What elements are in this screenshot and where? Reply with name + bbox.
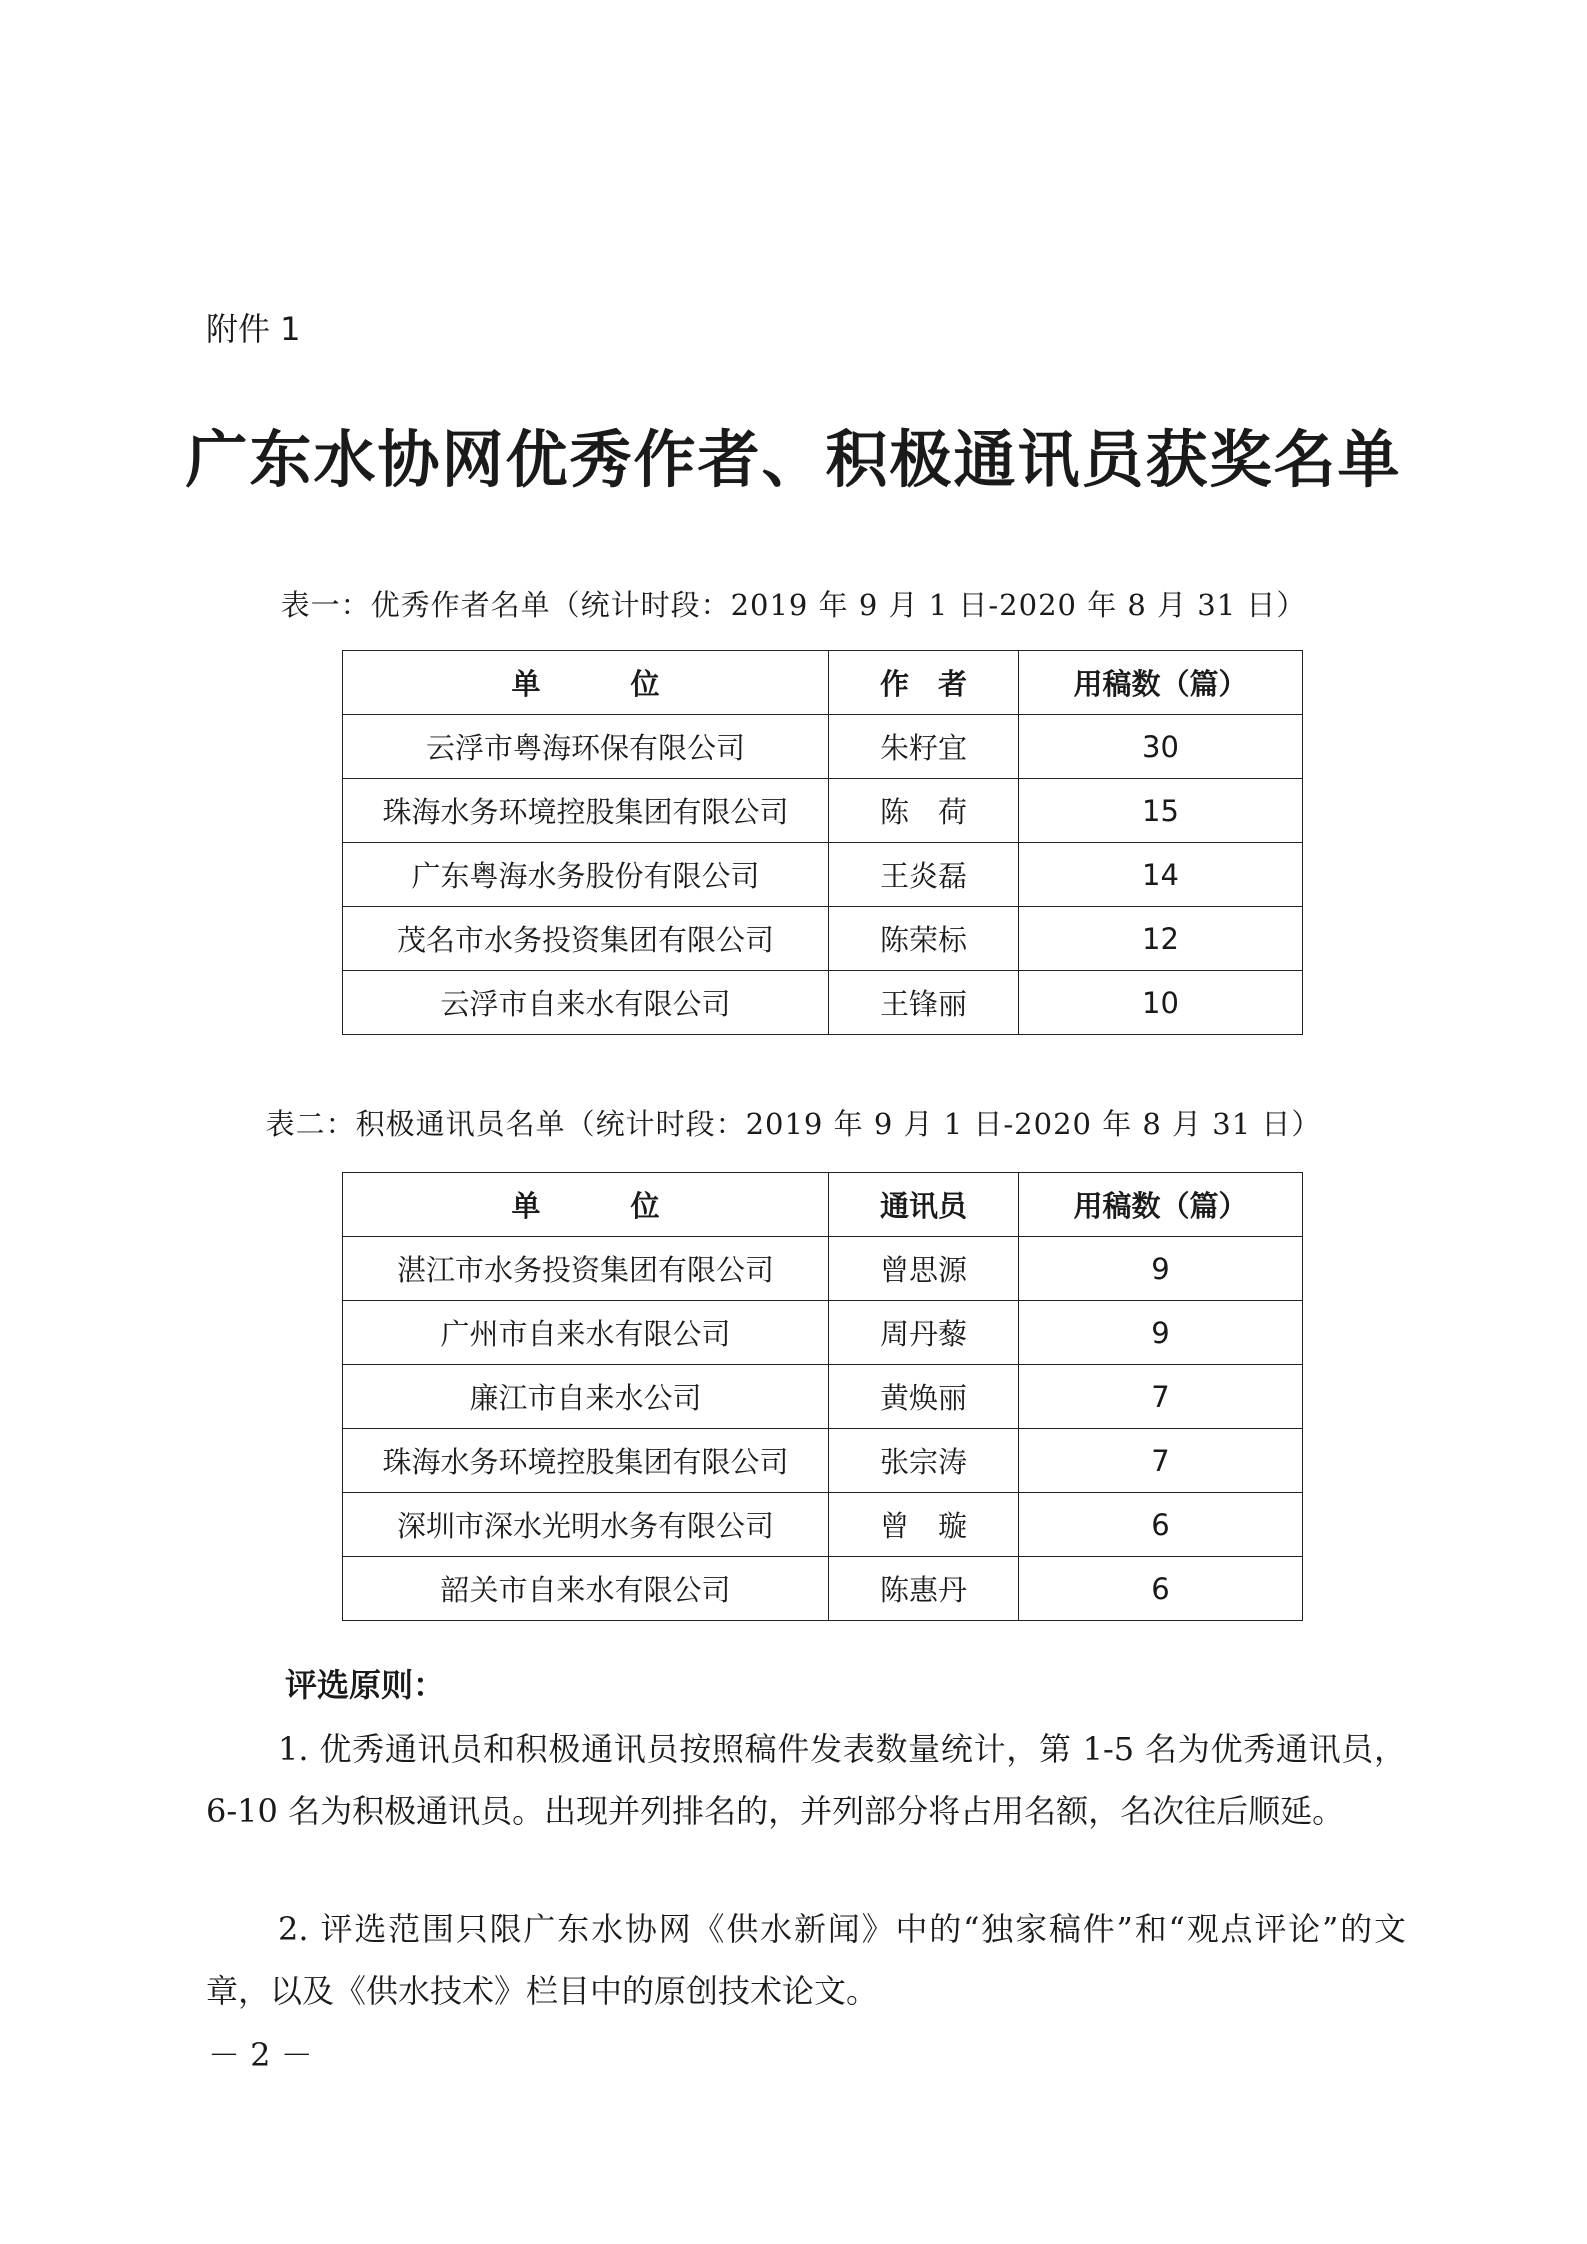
cell-correspondent: 曾思源 [829, 1237, 1019, 1301]
table-row [343, 1493, 1303, 1557]
table-header-row [343, 651, 1303, 715]
cell-unit: 云浮市自来水有限公司 [343, 971, 829, 1035]
outstanding-authors-table [342, 650, 1303, 1035]
cell-count: 6 [1019, 1493, 1303, 1557]
cell-count: 9 [1019, 1301, 1303, 1365]
cell-count: 30 [1019, 715, 1303, 779]
table-header-row [343, 1173, 1303, 1237]
cell-unit: 广东粤海水务股份有限公司 [343, 843, 829, 907]
cell-unit: 广州市自来水有限公司 [343, 1301, 829, 1365]
table-row [343, 907, 1303, 971]
principles-heading: 评选原则： [285, 1666, 446, 1704]
table-row [343, 1429, 1303, 1493]
header-unit-left: 单 [511, 667, 541, 701]
cell-correspondent: 黄焕丽 [829, 1365, 1019, 1429]
header-unit-right: 位 [630, 1189, 660, 1223]
cell-count: 7 [1019, 1429, 1303, 1493]
header-count: 用稿数（篇） [1019, 651, 1303, 715]
table-row [343, 715, 1303, 779]
table-row [343, 1365, 1303, 1429]
cell-count: 6 [1019, 1557, 1303, 1621]
cell-author: 王炎磊 [829, 843, 1019, 907]
table-row [343, 971, 1303, 1035]
header-unit-right: 位 [630, 667, 660, 701]
header-count: 用稿数（篇） [1019, 1173, 1303, 1237]
table-row [343, 1237, 1303, 1301]
document-title: 广东水协网优秀作者、积极通讯员获奖名单 [185, 423, 1402, 496]
table-row [343, 843, 1303, 907]
attachment-label: 附件 1 [206, 310, 301, 348]
cell-correspondent: 周丹藜 [829, 1301, 1019, 1365]
principle-item-2: 2. 评选范围只限广东水协网《供水新闻》中的“独家稿件”和“观点评论”的文章，以及《供水技术》栏目中的原创技术论文。 [206, 1910, 1406, 2010]
cell-unit: 廉江市自来水公司 [343, 1365, 829, 1429]
cell-author: 朱籽宜 [829, 715, 1019, 779]
header-unit-left: 单 [511, 1189, 541, 1223]
cell-unit: 韶关市自来水有限公司 [343, 1557, 829, 1621]
cell-correspondent: 陈惠丹 [829, 1557, 1019, 1621]
cell-author: 陈 荷 [829, 779, 1019, 843]
cell-unit: 深圳市深水光明水务有限公司 [343, 1493, 829, 1557]
cell-count: 14 [1019, 843, 1303, 907]
principle-item-1: 1. 优秀通讯员和积极通讯员按照稿件发表数量统计，第 1-5 名为优秀通讯员，6-10 名为积极通讯员。出现并列排名的，并列部分将占用名额，名次往后顺延。 [206, 1730, 1406, 1830]
cell-author: 王锋丽 [829, 971, 1019, 1035]
cell-count: 12 [1019, 907, 1303, 971]
header-correspondent: 通讯员 [829, 1173, 1019, 1237]
cell-unit: 珠海水务环境控股集团有限公司 [343, 779, 829, 843]
cell-count: 10 [1019, 971, 1303, 1035]
active-correspondents-table [342, 1172, 1303, 1621]
cell-correspondent: 曾 璇 [829, 1493, 1019, 1557]
header-unit [343, 1173, 829, 1237]
cell-correspondent: 张宗涛 [829, 1429, 1019, 1493]
cell-author: 陈荣标 [829, 907, 1019, 971]
table1-caption: 表一：优秀作者名单（统计时段：2019 年 9 月 1 日-2020 年 8 月 31 日） [280, 588, 1307, 622]
cell-unit: 茂名市水务投资集团有限公司 [343, 907, 829, 971]
cell-unit: 湛江市水务投资集团有限公司 [343, 1237, 829, 1301]
table-row [343, 1557, 1303, 1621]
table-row [343, 779, 1303, 843]
cell-unit: 云浮市粤海环保有限公司 [343, 715, 829, 779]
header-unit [343, 651, 829, 715]
table-row [343, 1301, 1303, 1365]
cell-unit: 珠海水务环境控股集团有限公司 [343, 1429, 829, 1493]
header-author: 作 者 [829, 651, 1019, 715]
cell-count: 7 [1019, 1365, 1303, 1429]
table2-caption: 表二：积极通讯员名单（统计时段：2019 年 9 月 1 日-2020 年 8 月 31 日） [265, 1107, 1322, 1141]
cell-count: 9 [1019, 1237, 1303, 1301]
cell-count: 15 [1019, 779, 1303, 843]
page-number: － 2 － [208, 2036, 313, 2074]
